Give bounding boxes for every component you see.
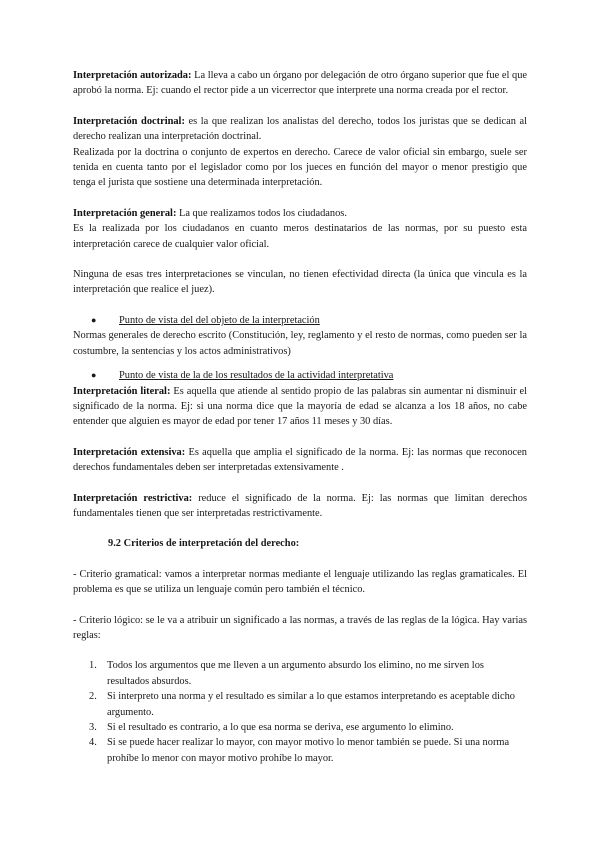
paragraph-ninguna: Ninguna de esas tres interpretaciones se vinculan, no tienen efectividad directa (la única que vincula es la interpretación que realice el juez). [73,269,527,296]
list-number: 1. [89,660,97,672]
term-literal: Interpretación literal: [73,385,171,397]
paragraph-autorizada [73,68,527,99]
bullet-dot-icon: ● [91,314,97,325]
term-doctrinal: Interpretación doctrinal: [73,115,185,127]
list-number: 2. [89,691,97,703]
list-item [73,689,527,720]
text-doctrinal: es la que realizan los analistas del derecho, todos los juristas que se dedican al derecho realizan una interpretación doctrinal. [73,115,527,143]
paragraph-extensiva [73,445,527,476]
paragraph-doctrinal [73,114,527,145]
text-autorizada: La lleva a cabo un órgano por delegación de otro órgano superior que fue el que aprobó la norma. Ej: cuando el rector pide a un vicerrector que interprete una norma creada por el rector. [73,70,527,97]
list-item [73,658,527,689]
paragraph-criterio-logico: - Criterio lógico: se le va a atribuir un significado a las normas, a través de las reglas de la lógica. Hay varias reglas: [73,614,527,641]
document-page [73,68,527,766]
term-general: Interpretación general: [73,207,177,219]
paragraph-doctrinal-extra: Realizada por la doctrina o conjunto de expertos en derecho. Carece de valor oficial sin embargo, suele ser tenida en cuenta tanto por el legislador como por los jueces en función del mayor o menor prestigio que tenga el jurista que sostiene una determinada interpretación. [73,146,527,189]
paragraph-general [73,206,527,221]
term-autorizada: Interpretación autorizada: [73,70,192,81]
term-extensiva: Interpretación extensiva: [73,446,186,458]
section-heading: 9.2 Criterios de interpretación del derecho: [108,538,300,550]
text-literal: Es aquella que atiende al sentido propio de las palabras sin aumentar ni disminuir el significado de la norma. Ej: si una norma dice que la mayoría de edad se alcanza a los 18 años, no cabe entender que alguien es mayor de edad por tener 17 años 11 meses y 30 días. [73,385,528,428]
text-restrictiva: reduce el significado de la norma. Ej: las normas que limitan derechos fundamentales tienen que ser interpretadas restrictivamente. [73,492,527,519]
list-item [73,720,527,735]
paragraph-restrictiva [73,491,527,522]
list-item-text: Si se puede hacer realizar lo mayor, con mayor motivo lo menor también se puede. Si una norma prohíbe lo menor con mayor motivo prohíbe lo mayor. [107,737,510,764]
list-item-text: Si el resultado es contrario, a lo que esa norma se deriva, ese argumento lo elimino. [107,722,454,733]
list-number: 4. [89,737,97,749]
term-restrictiva: Interpretación restrictiva: [73,492,193,504]
paragraph-criterio-gramatical: - Criterio gramatical: vamos a interpretar normas mediante el lenguaje utilizando las reglas gramaticales. El problema es que se utiliza un lenguaje común pero también el técnico. [73,568,527,596]
rules-list [73,658,527,766]
text-extensiva: Es aquella que amplia el significado de la norma. Ej: las normas que reconocen derechos fundamentales deben ser interpretadas extensivamente . [73,446,527,474]
list-item [73,735,527,766]
paragraph-normas-generales: Normas generales de derecho escrito (Constitución, ley, reglamento y el resto de normas, como pueden ser la costumbre, la sentencias y los actos administrativos) [73,330,527,357]
text-general: La que realizamos todos los ciudadanos. [176,207,347,219]
paragraph-general-extra: Es la realizada por los ciudadanos en cuanto meros destinatarios de las normas, por su puesto esta interpretación carece de cualquier valor oficial. [73,223,527,250]
bullet-objeto-label: Punto de vista del del objeto de la interpretación [119,314,320,326]
bullet-dot-icon: ● [91,370,97,381]
list-number: 3. [89,722,97,733]
list-item-text: Si interpreto una norma y el resultado es similar a lo que estamos interpretando es aceptable dicho argumento. [107,691,515,718]
paragraph-literal [73,384,527,430]
bullet-resultados-label: Punto de vista de la de los resultados de la actividad interpretativa [119,370,394,382]
list-item-text: Todos los argumentos que me lleven a un argumento absurdo los elimino, no me sirven los resultados absurdos. [107,660,484,687]
bullet-resultados [73,368,527,383]
bullet-objeto [73,313,527,328]
